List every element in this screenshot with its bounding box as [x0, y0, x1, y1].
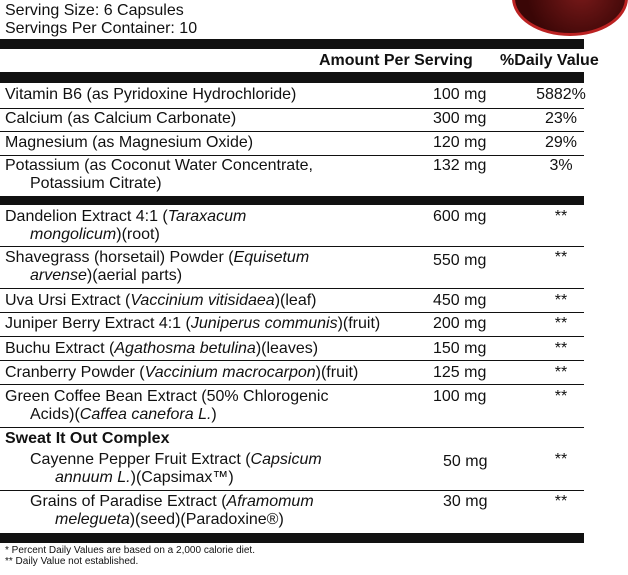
ingredient-dv: ** [554, 249, 568, 266]
ingredient-dv: ** [554, 315, 568, 332]
row-divider [0, 490, 584, 491]
nutrient-name: Calcium (as Calcium Carbonate) [5, 110, 237, 127]
complex-item-name: annuum L.)(Capsimax™) [55, 469, 234, 486]
ingredient-amount: 125 mg [433, 364, 487, 381]
row-divider [0, 131, 584, 132]
complex-item-amount: 50 mg [443, 453, 488, 470]
footnote-dv: ** Daily Value not established. [5, 556, 139, 567]
complex-item-dv: ** [554, 451, 568, 468]
ingredient-name: Uva Ursi Extract (Vaccinium vitisidaea)(leaf) [5, 292, 317, 309]
row-divider [0, 336, 584, 337]
ingredient-amount: 550 mg [433, 252, 487, 269]
nutrient-name: Magnesium (as Magnesium Oxide) [5, 134, 254, 151]
divider-thick [0, 196, 584, 205]
divider-thick [0, 39, 584, 49]
nutrient-name: Potassium (as Coconut Water Concentrate, [5, 157, 313, 174]
servings-per-container: Servings Per Container: 10 [5, 20, 198, 37]
ingredient-dv: ** [554, 388, 568, 405]
row-divider [0, 427, 584, 428]
nutrient-amount: 120 mg [433, 134, 487, 151]
row-divider [0, 360, 584, 361]
nutrient-dv: 23% [544, 110, 578, 127]
ingredient-name: Buchu Extract (Agathosma betulina)(leaves) [5, 340, 319, 357]
ingredient-amount: 450 mg [433, 292, 487, 309]
ingredient-amount: 600 mg [433, 208, 487, 225]
ingredient-name: Cranberry Powder (Vaccinium macrocarpon)(fruit) [5, 364, 359, 381]
footnote-percent: * Percent Daily Values are based on a 2,000 calorie diet. [5, 545, 255, 556]
row-divider [0, 384, 584, 385]
row-divider [0, 108, 584, 109]
complex-item-name: Cayenne Pepper Fruit Extract (Capsicum [30, 451, 322, 468]
ingredient-amount: 200 mg [433, 315, 487, 332]
capsule-image [512, 0, 628, 36]
dv-header: %Daily Value [500, 52, 599, 69]
nutrient-amount: 100 mg [433, 86, 487, 103]
ingredient-name: Acids)(Caffea canefora L.) [30, 406, 217, 423]
divider-thick [0, 72, 584, 83]
nutrient-amount: 132 mg [433, 157, 487, 174]
nutrient-name: Potassium Citrate) [30, 175, 162, 192]
ingredient-name: Dandelion Extract 4:1 (Taraxacum [5, 208, 247, 225]
serving-size: Serving Size: 6 Capsules [5, 2, 184, 19]
ingredient-dv: ** [554, 292, 568, 309]
ingredient-dv: ** [554, 208, 568, 225]
ingredient-amount: 100 mg [433, 388, 487, 405]
nutrient-dv: 3% [549, 157, 573, 174]
ingredient-amount: 150 mg [433, 340, 487, 357]
ingredient-name: arvense)(aerial parts) [30, 267, 183, 284]
row-divider [0, 155, 584, 156]
divider-thick [0, 533, 584, 543]
row-divider [0, 312, 584, 313]
ingredient-dv: ** [554, 364, 568, 381]
amount-header: Amount Per Serving [319, 52, 473, 69]
nutrient-dv: 5882% [536, 86, 586, 103]
ingredient-dv: ** [554, 340, 568, 357]
complex-item-dv: ** [554, 493, 568, 510]
complex-item-amount: 30 mg [443, 493, 488, 510]
row-divider [0, 288, 584, 289]
nutrient-amount: 300 mg [433, 110, 487, 127]
nutrient-name: Vitamin B6 (as Pyridoxine Hydrochloride) [5, 86, 297, 103]
nutrient-dv: 29% [544, 134, 578, 151]
ingredient-name: Juniper Berry Extract 4:1 (Juniperus communis)(fruit) [5, 315, 381, 332]
complex-item-name: Grains of Paradise Extract (Aframomum [30, 493, 314, 510]
row-divider [0, 246, 584, 247]
complex-title: Sweat It Out Complex [5, 430, 170, 447]
ingredient-name: mongolicum)(root) [30, 226, 160, 243]
ingredient-name: Green Coffee Bean Extract (50% Chlorogenic [5, 388, 329, 405]
complex-item-name: melegueta)(seed)(Paradoxine®) [55, 511, 284, 528]
ingredient-name: Shavegrass (horsetail) Powder (Equisetum [5, 249, 310, 266]
